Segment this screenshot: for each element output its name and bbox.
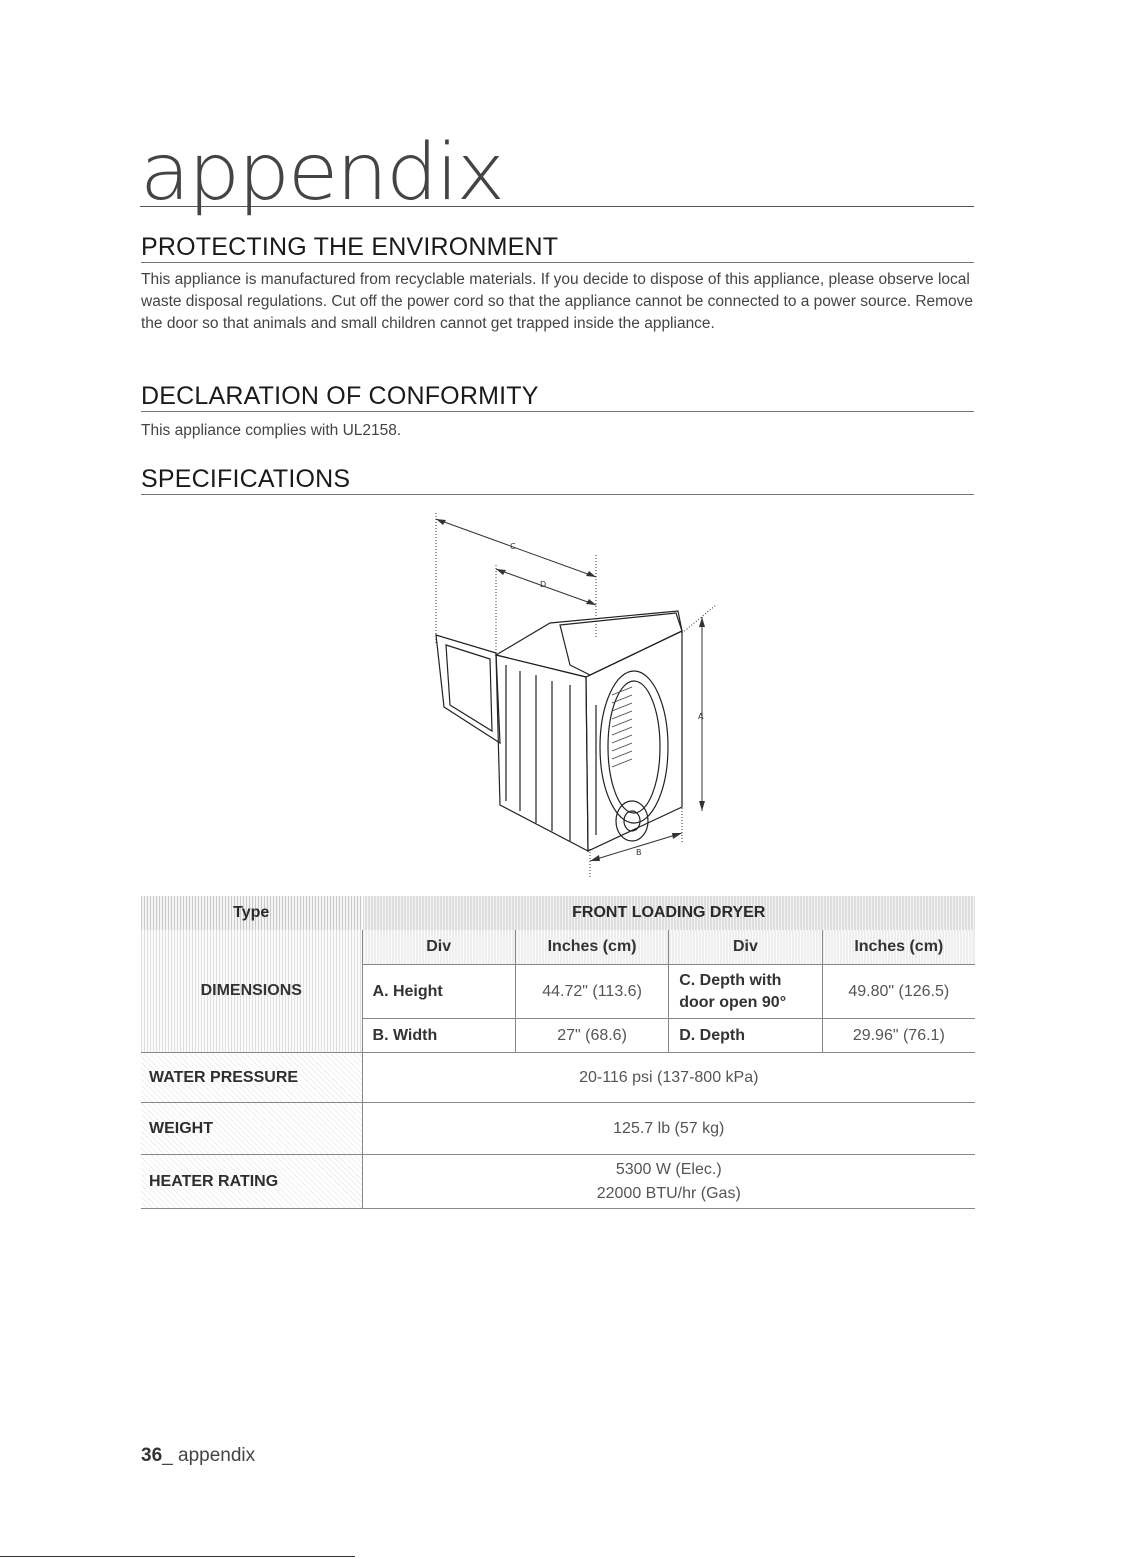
label-b: B [636, 848, 642, 857]
dimensions-label: DIMENSIONS [141, 930, 362, 1053]
dryer-vent-lines [612, 687, 632, 767]
depth-label: D. Depth [669, 1019, 822, 1053]
subheader-div-2: Div [669, 930, 822, 965]
bottom-rule [0, 1556, 355, 1557]
weight-label: WEIGHT [141, 1103, 362, 1155]
dimension-lines [436, 513, 716, 877]
dryer-dimension-diagram [420, 505, 730, 885]
heater-rating-value [362, 1155, 975, 1209]
subheader-div-1: Div [362, 930, 515, 965]
label-a: A [698, 712, 704, 721]
water-pressure-label: WATER PRESSURE [141, 1053, 362, 1103]
height-label: A. Height [362, 965, 515, 1019]
dryer-front [496, 655, 588, 851]
label-c: C [510, 542, 516, 551]
depth-value: 29.96" (76.1) [822, 1019, 975, 1053]
table-row [141, 1155, 975, 1209]
product-header: FRONT LOADING DRYER [362, 896, 975, 930]
dryer-body [436, 611, 682, 851]
heater-rating-label: HEATER RATING [141, 1155, 362, 1209]
table-header-row [141, 896, 975, 930]
heater-rating-elec: 5300 W (Elec.) [615, 1160, 722, 1178]
page-number: 36 [141, 1445, 163, 1466]
width-label: B. Width [362, 1019, 515, 1053]
table-row [141, 1103, 975, 1155]
environment-heading: PROTECTING THE ENVIRONMENT [141, 232, 974, 263]
type-header: Type [141, 896, 362, 930]
table-row [141, 1053, 975, 1103]
control-panel [560, 613, 682, 675]
subheader-inches-2: Inches (cm) [822, 930, 975, 965]
water-pressure-value: 20-116 psi (137-800 kPa) [362, 1053, 975, 1103]
subheader-inches-1: Inches (cm) [515, 930, 668, 965]
specifications-table [141, 896, 975, 1209]
specifications-heading: SPECIFICATIONS [141, 464, 974, 495]
page-footer [141, 1445, 255, 1467]
footer-separator: _ [162, 1445, 178, 1466]
label-d: D [540, 580, 547, 589]
weight-value: 125.7 lb (57 kg) [362, 1103, 975, 1155]
depth-door-open-label: C. Depth with door open 90° [669, 965, 822, 1019]
page-title [140, 122, 974, 218]
page-title-text: appendix [140, 128, 503, 218]
height-value: 44.72" (113.6) [515, 965, 668, 1019]
environment-text: This appliance is manufactured from recyclable materials. If you decide to dispose of this appliance, please observe local waste disposal regulations. Cut off the power cord so that the appliance cannot be connected to a power source. Remove the door so that animals and small children cannot get trapped inside the appliance. [141, 271, 974, 332]
conformity-heading: DECLARATION OF CONFORMITY [141, 381, 974, 412]
conformity-text: This appliance complies with UL2158. [141, 422, 402, 439]
dryer-drum-panel [600, 671, 668, 823]
footer-section: appendix [178, 1445, 256, 1466]
depth-door-open-value: 49.80" (126.5) [822, 965, 975, 1019]
heater-rating-gas: 22000 BTU/hr (Gas) [596, 1184, 741, 1202]
width-value: 27" (68.6) [515, 1019, 668, 1053]
dimension-c-line [436, 519, 596, 577]
table-subheader-row [141, 930, 975, 965]
